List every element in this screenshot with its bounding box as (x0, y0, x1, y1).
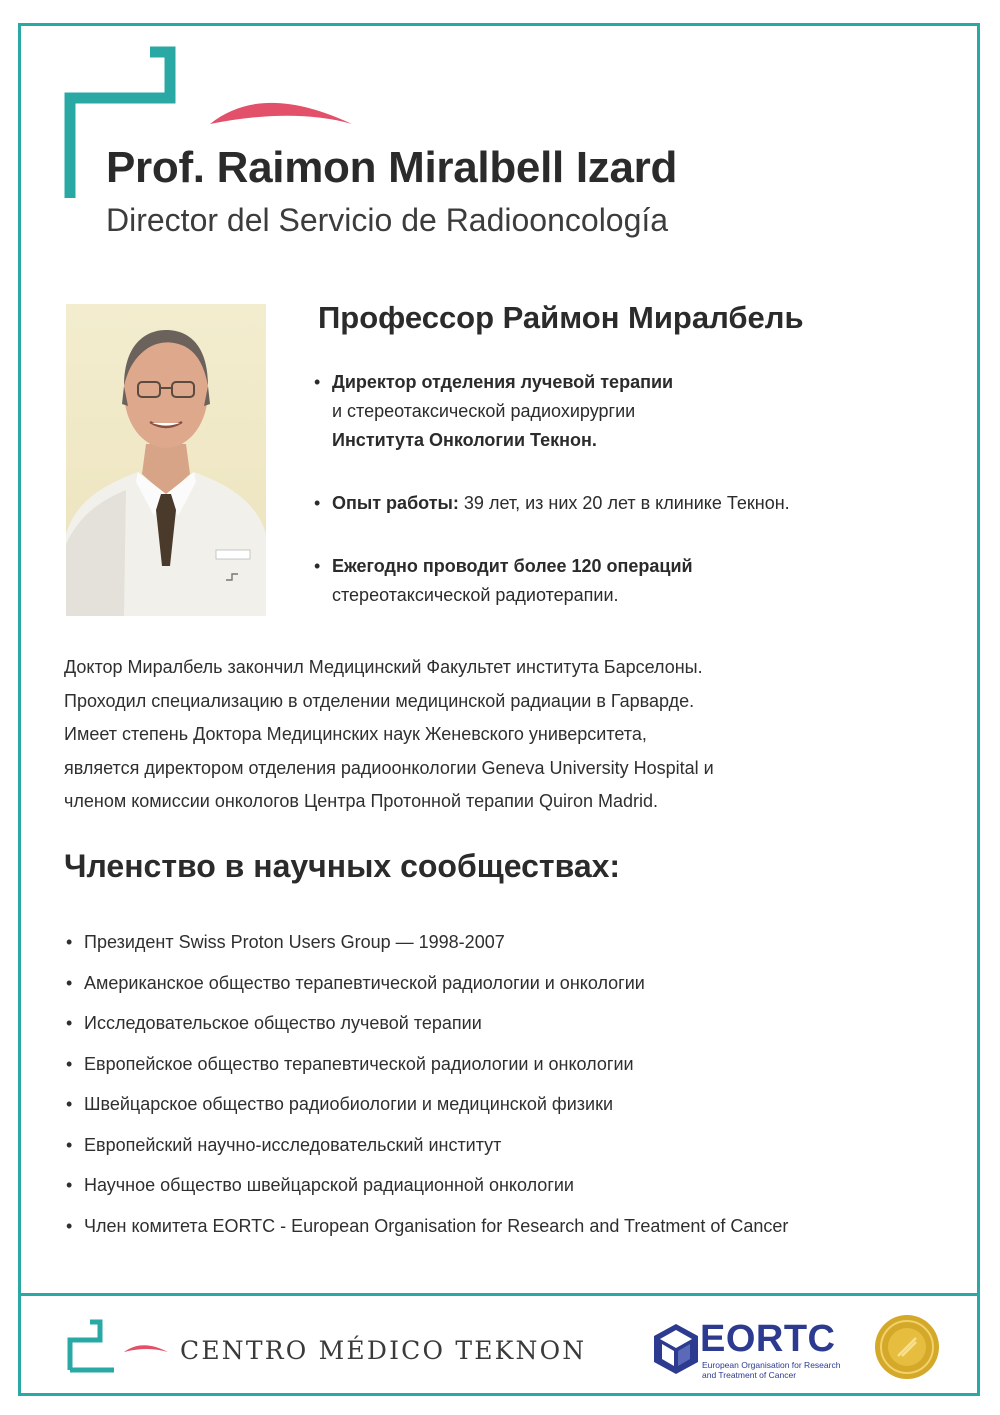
membership-text: Президент Swiss Proton Users Group — 1998-2007 (84, 932, 505, 952)
doctor-name-title: Prof. Raimon Miralbell Izard (106, 143, 678, 192)
bullet-icon: • (66, 1053, 73, 1074)
bullet-icon: • (66, 1013, 73, 1033)
fact-position (314, 368, 954, 455)
bullet-icon: • (66, 1215, 73, 1236)
doctor-position-subtitle: Director del Servicio de Radiooncología (106, 202, 669, 238)
doctor-portrait (66, 304, 266, 616)
footer-divider (18, 1293, 980, 1296)
clinic-name: CENTRO MÉDICO TEKNON (180, 1336, 587, 1365)
fact-position-line-1: Директор отделения лучевой терапии (332, 372, 674, 392)
fact-experience (314, 489, 954, 518)
fact-operations (314, 552, 954, 610)
eortc-subtitle: European Organisation for Research and Treatment of Cancer (702, 1360, 841, 1380)
fact-position-line-3: Института Онкологии Текнон. (332, 430, 597, 450)
profile-facts (314, 368, 954, 644)
eortc-wordmark: EORTC (700, 1318, 836, 1360)
fact-experience-value: 39 лет, из них 20 лет в клинике Текнон. (458, 493, 790, 513)
bullet-icon: • (314, 556, 321, 576)
list-item (66, 963, 966, 1004)
teknon-footer-logo-icon (64, 1318, 174, 1380)
bullet-icon: • (314, 493, 321, 513)
fact-operations-line-1: Ежегодно проводит более 120 операций (332, 556, 693, 576)
list-item (66, 1003, 966, 1044)
list-item (66, 922, 966, 963)
gold-accreditation-seal-icon (874, 1314, 940, 1380)
fact-position-line-2: и стереотаксической радиохирургии (332, 401, 636, 421)
fact-experience-label: Опыт работы: (332, 493, 459, 513)
bullet-icon: • (66, 1175, 73, 1195)
list-item (66, 1206, 966, 1247)
membership-text: Швейцарское общество радиобиологии и медицинской физики (84, 1094, 614, 1114)
bio-line: членом комиссии онкологов Центра Протонной терапии Quiron Madrid. (64, 791, 659, 811)
memberships-heading: Членство в научных сообществах: (64, 848, 621, 884)
memberships-list (66, 922, 966, 1246)
bio-line: Доктор Миралбель закончил Медицинский Факультет института Барселоны. (64, 657, 703, 677)
bullet-icon: • (66, 932, 73, 952)
list-item (66, 1044, 966, 1085)
bullet-icon: • (314, 372, 321, 392)
membership-text: Исследовательское общество лучевой терапии (84, 1013, 482, 1033)
bullet-icon: • (66, 972, 73, 993)
bio-line: Проходил специализацию в отделении медицинской радиации в Гарварде. (64, 690, 695, 711)
membership-text: Европейский научно-исследовательский институт (84, 1134, 502, 1155)
bullet-icon: • (66, 1094, 73, 1114)
bio-line: является директором отделения радиоонкологии Geneva University Hospital и (64, 757, 714, 778)
membership-text: Член комитета EORTC - European Organisation for Research and Treatment of Cancer (84, 1215, 789, 1236)
biography-paragraph (64, 651, 944, 819)
fact-operations-line-2: стереотаксической радиотерапии. (332, 585, 619, 605)
profile-heading: Профессор Раймон Миралбель (318, 300, 804, 335)
bullet-icon: • (66, 1134, 73, 1155)
membership-text: Научное общество швейцарской радиационной онкологии (84, 1175, 574, 1195)
list-item (66, 1125, 966, 1166)
bio-line: Имеет степень Доктора Медицинских наук Женевского университета, (64, 724, 647, 744)
membership-text: Европейское общество терапевтической радиологии и онкологии (84, 1053, 634, 1074)
list-item (66, 1165, 966, 1206)
membership-text: Американское общество терапевтической радиологии и онкологии (84, 972, 645, 993)
list-item (66, 1084, 966, 1125)
